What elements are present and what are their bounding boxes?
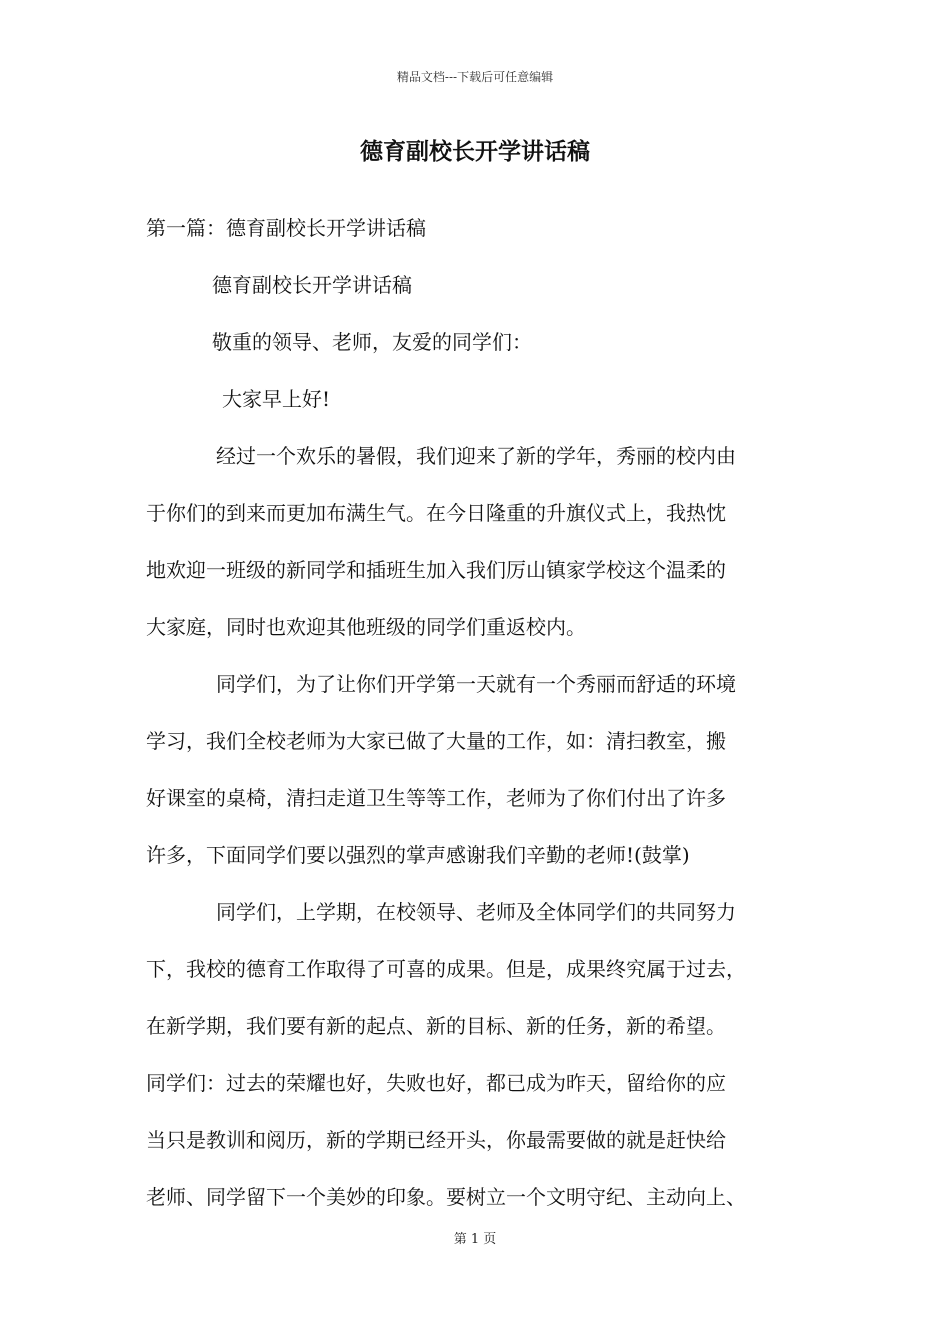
- section-heading: 第一篇：德育副校长开学讲话稿: [146, 216, 426, 240]
- paragraph-teachers: 同学们，为了让你们开学第一天就有一个秀丽而舒适的环境 学习，我们全校老师为大家已做了大量的工作，如：清扫教室，搬 好课室的桌椅，清扫走道卫生等等工作，老师为了你们付出了许多 许多，下面同学们要以强烈的掌声感谢我们辛勤的老师!(鼓掌): [146, 672, 736, 867]
- document-title: 德育副校长开学讲话稿: [360, 138, 590, 165]
- page-header-note: 精品文档---下载后可任意编辑: [396, 70, 554, 84]
- page-number: 第 1 页: [453, 1232, 497, 1247]
- salutation: 敬重的领导、老师，友爱的同学们：: [212, 330, 532, 354]
- document-body: [146, 200, 826, 1226]
- speech-title: 德育副校长开学讲话稿: [212, 273, 412, 297]
- paragraph-welcome: 经过一个欢乐的暑假，我们迎来了新的学年，秀丽的校内由 于你们的到来而更加布满生气。在今日隆重的升旗仪式上，我热忱 地欢迎一班级的新同学和插班生加入我们厉山镇家学校这个温柔的 大家庭，同时也欢迎其他班级的同学们重返校内。: [146, 444, 736, 639]
- paragraph-new-term: 同学们，上学期，在校领导、老师及全体同学们的共同努力 下，我校的德育工作取得了可喜的成果。但是，成果终究属于过去， 在新学期，我们要有新的起点、新的目标、新的任务，新的希望。 同学们：过去的荣耀也好，失败也好，都已成为昨天，留给你的应 当只是教训和阅历，新的学期已经开头，你最需要做的就是赶快给 老师、同学留下一个美妙的印象。要树立一个文明守纪、主动向上、: [146, 900, 746, 1209]
- greeting: 大家早上好!: [222, 387, 331, 411]
